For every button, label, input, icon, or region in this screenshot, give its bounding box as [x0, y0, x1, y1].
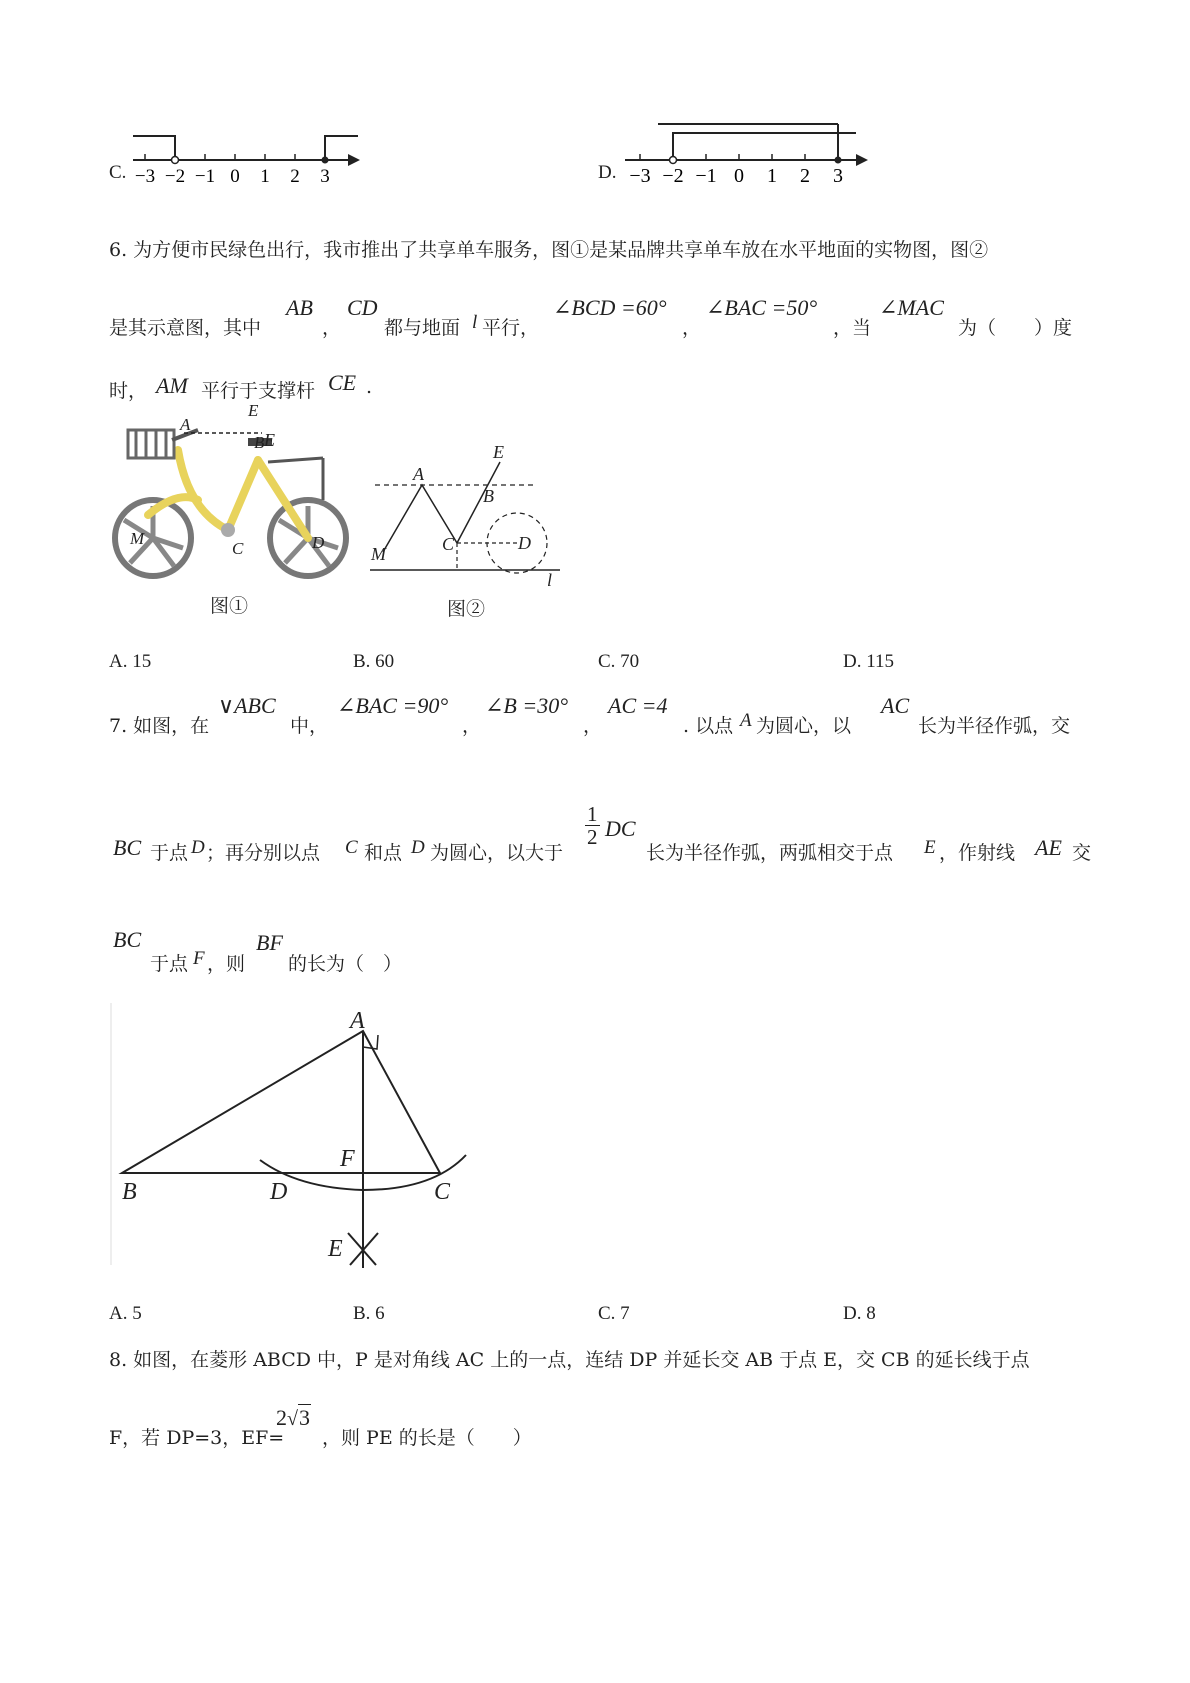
q7-text: 中，: [290, 715, 329, 737]
q7-text: ，: [462, 715, 482, 737]
q7-fraction: $\frac{1}{2}$: [587, 802, 598, 849]
pedal-crank: [221, 523, 235, 537]
tick-label: 0: [734, 165, 744, 187]
tick-label: 1: [260, 166, 270, 187]
q7-math-e: E: [924, 837, 936, 858]
q7-math-bc2: BC: [113, 927, 142, 952]
schematic-label: M: [371, 544, 386, 564]
q6-text: 都与地面: [384, 317, 461, 339]
q7-math-ae: AE: [1035, 835, 1062, 860]
number-line-c: [128, 128, 368, 188]
q6-math-am: AM: [156, 373, 188, 398]
q6-math-l: l: [472, 312, 478, 333]
q7-math-d: D: [191, 837, 205, 858]
q6-text: ，: [682, 317, 702, 339]
q6-line-1: 6. 为方便市民绿色出行，我市推出了共享单车服务，图①是某品牌共享单车放在水平地面的实物图，图②: [109, 239, 989, 261]
schematic-label: C: [442, 534, 455, 554]
number-line-d: [620, 118, 880, 188]
q6-text: 平行，: [482, 317, 540, 339]
q6-math-mac: ∠MAC: [879, 295, 944, 320]
tick-label: 2: [800, 165, 810, 187]
option-c-label: C.: [109, 162, 127, 183]
q7-math-c: C: [345, 837, 358, 858]
tick-label: −2: [662, 165, 684, 187]
q7-text: 长为半径作弧，交: [918, 715, 1071, 737]
q6-text: 为（ ）度: [958, 317, 1073, 339]
arrow-icon: [348, 154, 360, 166]
tick-label: −3: [134, 166, 156, 187]
basket: [128, 430, 174, 458]
q6-text: 平行于支撑杆: [201, 380, 316, 402]
q7-math-ac: AC: [881, 693, 910, 718]
closed-point: [835, 157, 842, 164]
tick-label: 0: [230, 166, 240, 187]
fig2-caption: 图②: [447, 598, 486, 620]
q7-text: ，则: [207, 953, 246, 975]
q7-math-d2: D: [411, 837, 425, 858]
q6-text: ，当: [833, 317, 872, 339]
schematic-label: E: [493, 442, 504, 462]
fig1-caption: 图①: [210, 595, 249, 617]
q8-text: ，则 PE 的长是（ ）: [322, 1427, 532, 1449]
triangle-label: E: [328, 1236, 343, 1262]
q7-triangle-figure: [108, 1003, 478, 1273]
q7-text: 的长为（ ）: [288, 953, 403, 975]
bike-label: B: [254, 433, 265, 452]
q7-math-b30: ∠B =30°: [485, 693, 569, 718]
q6-text: ，: [322, 317, 342, 339]
q6-math-cd: CD: [347, 295, 378, 320]
triangle-label: B: [122, 1179, 137, 1205]
tick-label: −1: [194, 166, 216, 187]
q7-text: 交: [1072, 842, 1092, 864]
tick-label: −1: [695, 165, 717, 187]
arrow-icon: [856, 154, 868, 166]
q7-option-b[interactable]: B. 6: [353, 1303, 385, 1324]
bike-label: D: [312, 533, 325, 552]
schematic-figure: [365, 440, 565, 590]
q6-text: .: [366, 376, 373, 398]
triangle-label: A: [350, 1008, 365, 1034]
q6-math-ce: CE: [328, 370, 357, 395]
open-point: [172, 157, 179, 164]
schematic-label: D: [518, 533, 531, 553]
schematic-label: B: [483, 486, 494, 506]
q6-option-a[interactable]: A. 15: [109, 651, 152, 672]
bicycle-figure: [108, 401, 358, 580]
tick-label: 3: [320, 166, 330, 187]
q7-math-dc: DC: [605, 816, 636, 841]
bike-label: E: [248, 401, 259, 420]
ray-right: [325, 136, 358, 160]
q6-text: 时，: [109, 380, 148, 402]
bike-label: A: [180, 415, 191, 434]
schematic-label: A: [413, 464, 424, 484]
q7-text: 于点: [150, 953, 189, 975]
q6-math-bcd: ∠BCD =60°: [553, 295, 667, 320]
q7-text: . 以点: [683, 715, 734, 737]
q7-math-a: A: [740, 710, 752, 731]
q6-text: 是其示意图，其中: [109, 317, 262, 339]
q7-math-triangle: ∨ABC: [218, 693, 276, 718]
q7-text: 于点: [150, 842, 189, 864]
triangle-abc: [122, 1031, 440, 1173]
q7-option-a[interactable]: A. 5: [109, 1303, 142, 1324]
q7-option-c[interactable]: C. 7: [598, 1303, 630, 1324]
q7-text: 7. 如图，在: [109, 715, 210, 737]
open-point: [670, 157, 677, 164]
q6-option-c[interactable]: C. 70: [598, 651, 640, 672]
q8-math-2sqrt3: 2√3: [276, 1405, 310, 1430]
bike-label: C: [232, 539, 244, 558]
q7-option-d[interactable]: D. 8: [843, 1303, 876, 1324]
tick-label: 2: [290, 166, 300, 187]
q7-math-bc: BC: [113, 835, 142, 860]
q7-math-ac4: AC =4: [608, 693, 668, 718]
tick-label: 3: [833, 165, 843, 187]
bike-label: M: [130, 529, 145, 548]
q8-line-1: 8. 如图，在菱形 ABCD 中，P 是对角线 AC 上的一点，连结 DP 并延长交 AB 于点 E，交 CB 的延长线于点: [109, 1349, 1030, 1371]
ray-left: [133, 136, 175, 160]
tick-label: −2: [164, 166, 186, 187]
q6-math-bac: ∠BAC =50°: [706, 295, 818, 320]
ray-inner: [673, 133, 856, 160]
tick-label: −3: [629, 165, 651, 187]
q7-math-bac: ∠BAC =90°: [337, 693, 449, 718]
q7-text: 为圆心，以大于: [430, 842, 564, 864]
q7-math-bf: BF: [256, 930, 283, 955]
q6-math-ab: AB: [286, 295, 313, 320]
option-d-label: D.: [598, 162, 617, 183]
q6-option-b[interactable]: B. 60: [353, 651, 395, 672]
q8-text: F，若 DP=3，EF=: [109, 1427, 285, 1449]
triangle-label: F: [340, 1146, 355, 1172]
q7-text: ；再分别以点: [206, 842, 321, 864]
q7-text: ，: [583, 715, 603, 737]
q7-text: ，作射线: [939, 842, 1016, 864]
closed-point: [322, 157, 329, 164]
bike-label-e-top: E: [264, 430, 275, 450]
q7-text: 为圆心，以: [756, 715, 852, 737]
triangle-label: D: [270, 1179, 288, 1205]
q6-option-d[interactable]: D. 115: [843, 651, 895, 672]
q7-text: 长为半径作弧，两弧相交于点: [646, 842, 894, 864]
q7-math-f: F: [193, 948, 205, 969]
tick-label: 1: [767, 165, 777, 187]
q7-text: 和点: [364, 842, 403, 864]
triangle-label: C: [434, 1179, 451, 1205]
schematic-label: l: [547, 570, 553, 590]
